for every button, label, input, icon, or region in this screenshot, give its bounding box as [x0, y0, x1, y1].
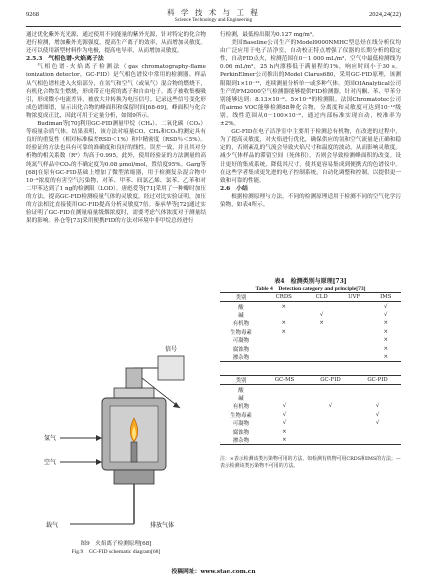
table-cell: √: [375, 411, 380, 418]
table-cell: ×: [371, 353, 401, 362]
table-cell: 酸: [238, 304, 244, 311]
table-cell: √: [282, 403, 287, 410]
table-row: [220, 436, 401, 445]
table-cell: [338, 311, 371, 319]
table-row: [220, 411, 401, 419]
section-2-5-3-title: 2.5.3 气相色谱-火焰离子法: [26, 55, 104, 63]
table-row: [220, 394, 401, 402]
table-cell: 碱: [238, 395, 244, 402]
table-header-cell: 类别: [220, 376, 262, 385]
page-number: 9268: [26, 11, 39, 18]
table-cell: 腐蚀物: [232, 429, 250, 436]
table-cell: 掺杂物: [220, 436, 262, 445]
table-header-cell: UVF: [338, 293, 371, 302]
right-column: [220, 31, 401, 209]
detection-table-part2: [220, 375, 401, 445]
table-cell: 可凝物: [232, 421, 250, 428]
table-note: 注：×表示检测该类污染物可用的方法，如检测有机物可用CRDS和IMS的方法；—表示检测该类污染物不可用的方法。: [220, 456, 401, 469]
table-cell: [338, 328, 371, 336]
table-header-cell: GC-PID: [354, 376, 401, 385]
table-cell: [306, 336, 338, 344]
table-cell: √: [384, 311, 388, 318]
detection-table-part1: [220, 292, 401, 362]
table-cell: 有机物: [232, 404, 250, 411]
table-cell: [338, 319, 371, 327]
table-row: [220, 311, 401, 319]
exhaust-chimney: [126, 368, 142, 388]
table-title-cn: 表4 检测类别与原理[73]: [274, 278, 347, 285]
right-paragraph-1: 行检测，最低检出限为0.127 mg/m³。: [220, 32, 318, 38]
table-row: [220, 328, 401, 336]
figure-caption-cn: 图9 火焰离子检测原理[68]: [80, 541, 152, 547]
table-header-cell: CLD: [306, 293, 338, 302]
table-row: [220, 302, 401, 311]
gc-fid-schematic-svg: [30, 338, 202, 536]
table-cell: [338, 353, 371, 362]
table-row: [220, 319, 401, 327]
table-cell: [306, 344, 338, 352]
footer-website[interactable]: 投稿网址：www.stae.com.cn: [171, 569, 256, 575]
table-cell: [338, 302, 371, 311]
table-cell: √: [282, 411, 287, 418]
collector-electrode: [114, 388, 154, 398]
air-label: 空气: [44, 459, 57, 466]
table-cell: [306, 328, 338, 336]
table-row: [220, 336, 401, 344]
table-cell: √: [384, 303, 388, 310]
figure-caption-en: Fig.9 GC-FID schematic diagram[68]: [71, 549, 161, 555]
table-row: [220, 344, 401, 352]
table-cell: 掺杂物: [220, 353, 262, 362]
left-paragraph-1: 通过优化紫外光光源，通过使用不同能量的紫外光源，针对特定的化合物进行检测，增加紫外光源强度，提高生产离子的效率，从而增加灵敏度。还可以使用新型材料作为电极，提高电导率，从而增加灵敏度。: [26, 32, 206, 55]
gc-fid-schematic-figure: [30, 338, 202, 536]
table-cell: [354, 427, 401, 435]
table-cell: [338, 336, 371, 344]
table-cell: [338, 344, 371, 352]
table-cell: 碱: [238, 312, 244, 319]
jet-nozzle: [131, 442, 137, 462]
table-cell: √: [328, 403, 333, 410]
table-cell: 腐蚀物: [232, 346, 250, 353]
table-cell: √: [375, 420, 380, 427]
table-cell: 生物毒素: [230, 329, 252, 336]
table-cell: ×: [383, 345, 389, 352]
signal-label: 信号: [164, 346, 178, 353]
table-cell: [354, 436, 401, 445]
air-arrow-icon: [96, 459, 102, 465]
table-cell: √: [375, 403, 380, 410]
right-paragraph-3: GC-FID在电子洁净室中主要用于检测总有机物，在改进的过程中，为了提高灵敏度，对火焰进行优化，确保供应的氢和空气流量是正确和稳定的，否则紊乱的气流会导致火焰尺寸和温度的波动，从而影响灵敏度。减少气体样品的滞留空间（死体积），否则会导致检测峰面积的改变。设计更好的集成系统，降低其尺寸，使其更容易集成到便携式的色谱仪中。在这些学者集成更先进的电子控制系统，自动化调整和控制，以提供更一致和可靠的性能。: [220, 129, 401, 184]
table-cell: 可凝物: [232, 338, 250, 345]
table-row: [220, 385, 401, 394]
detector-base: [114, 470, 154, 484]
table-cell: √: [319, 311, 324, 318]
table-row: [220, 427, 401, 435]
table-cell: ×: [281, 328, 287, 335]
table-cell: [354, 385, 401, 394]
table-cell: [307, 427, 354, 435]
exhaust-gas-label: 排放气体: [150, 522, 175, 529]
table-row: [220, 402, 401, 410]
hydrogen-label: 氢气: [44, 435, 57, 442]
table-cell: [307, 436, 354, 445]
hydrogen-arrow-icon: [96, 435, 102, 441]
table-cell: √: [282, 420, 287, 427]
table-header-cell: IMS: [371, 293, 401, 302]
right-paragraph-4: 根据检测原理与方法，不同的检测原理适用于检测不同的空气化学污染物，如表4所示。: [220, 193, 401, 208]
table-header-cell: GC-MS: [262, 376, 307, 385]
section-2-6-title: 2.6 小结: [220, 184, 248, 192]
table-cell: ×: [281, 303, 287, 310]
table-cell: [262, 385, 307, 394]
left-column: [26, 31, 206, 225]
table-cell: [307, 411, 354, 419]
table-header-cell: GC-FID: [307, 376, 354, 385]
table-cell: ×: [383, 337, 389, 344]
table-header-row: [220, 376, 401, 385]
journal-title-cn: 科 学 技 术 与 工 程: [167, 8, 260, 17]
table-row: [220, 353, 401, 362]
table-cell: [262, 336, 306, 344]
table-cell: 有机物: [232, 321, 250, 328]
issue-info: 2024,24(22): [369, 11, 401, 18]
table-cell: [306, 353, 338, 362]
table-cell: [307, 394, 354, 402]
left-paragraph-3: Budiman等[70]利用GC-FID测量甲烷（CH₄）、二氧化碳（CO₂）等痕量杂质气体，结果表明，该方法对痕量CO、CH₄和CO₂的测定具有良好的重复性（相对标准偏差RSD＜1%）和中精密度（RSD％＜5%）。经验证的方法也具有可靠的准确度和良好的线性，误差一致，并且其对分析物的相关系数（R²）均高于0.995。此外，使用经验证的方法测量的高纯氮气样品中CO₂的不确定度为0.08 μmol/mol，置信度95%。Garg等[68]在原有GC-FID基础上增加了微型浓缩器，用于检测复杂混合物中10⁻⁹浓度的有害空气污染物，对苯、甲苯、间氯乙烯、氯苯、乙苯和对二甲苯达到了1 ng的检测限（LOD）。唐彪爱等[71]采用了一种瓣时加压的方法，提高GC-FID检测痕量气体的灵敏度，经过对比实验证明，加压的方法相比直接使用GC-FID提高分析灵敏度7倍。秦承华等[72]通过实验证明了GC-FID在测量痕量级烟浓度时，需要考虑气体浓度对于测量结果的影响。孙仓等[73]采用便携FID的方法对环境中非甲烷总烃进行: [26, 121, 206, 225]
journal-title-en: Science Technology and Engineering: [174, 17, 253, 23]
table-cell: ×: [383, 320, 389, 327]
table-cell: [307, 419, 354, 427]
table-title-en: Table 4 Detection category and principle[73]: [255, 286, 366, 292]
table-cell: [306, 302, 338, 311]
table-header-row: [220, 293, 401, 302]
table-cell: ×: [282, 428, 287, 435]
table-cell: ×: [383, 328, 389, 335]
table-header-cell: 类别: [220, 293, 262, 302]
table-row: [220, 419, 401, 427]
table-cell: ×: [281, 320, 287, 327]
table-cell: [354, 394, 401, 402]
table-cell: [262, 353, 306, 362]
table-cell: 生物毒素: [230, 412, 252, 419]
carrier-gas-label: 载气: [46, 522, 59, 529]
table-cell: [262, 394, 307, 402]
table-cell: ×: [319, 320, 324, 327]
table-cell: [307, 385, 354, 394]
left-paragraph-2: 气相色谱-火焰离子检测法（gas chromatography-flame ionization detector，GC-FID）是气相色谱仪中常用的检测器。样品从气相色谱柱进入火焰部分，在氢气和空气（或氧气）混合物的燃烧下，有机化合物发生燃烧，形成带正电荷的离子和自由电子。离子被收集极吸引，形成微小电流差异，被放大并转换为电压信号。记录这些信号变化形成色谱图谱，显示出化合物的峰面积和保留时间[68-69]。峰面积与化合物浓度成正比，因此可用于定量分析，如图9所示。: [26, 64, 206, 119]
table-cell: 酸: [238, 387, 244, 394]
table-header-cell: CRDS: [262, 293, 306, 302]
right-paragraph-2: 美国Baseline公司生产的Model9000NMHC型总烃在线分析仪均由广泛应用于电子洁净室，自动校正特点增强了仪器的长期分析的稳定性，自动FID点火，检测范围在0－1 000 mL/m³，空气中最低检测线为0.06 mL/m³，25 h内漂移低于满量程的1%，响应时间小于30 s。PerkinElmer公司推出的Model Clarus680，采用GC-FID原理，该测限限到1×10⁻¹²，连续测量分析单一或多种气体。美国OIAnalytical公司生产的FM2000空气检测器能够提供FID检测器，针对丙酮、苯、甲苯分别能够达到：8.13×10⁻⁹、5×10⁻⁹的检测限。法国Chromatotec公司的airmo VOC能够检测88种化合物，分离度和灵敏度可达到10⁻¹²级别，线性范围从0－100×10⁻⁹，通过内部标准实现自动，校准率为±2%。: [220, 40, 401, 128]
signal-recorder-box: [158, 356, 184, 380]
table-cell: [262, 311, 306, 319]
header-rule: [26, 26, 401, 27]
table-cell: ×: [262, 436, 307, 445]
table-cell: [262, 344, 306, 352]
